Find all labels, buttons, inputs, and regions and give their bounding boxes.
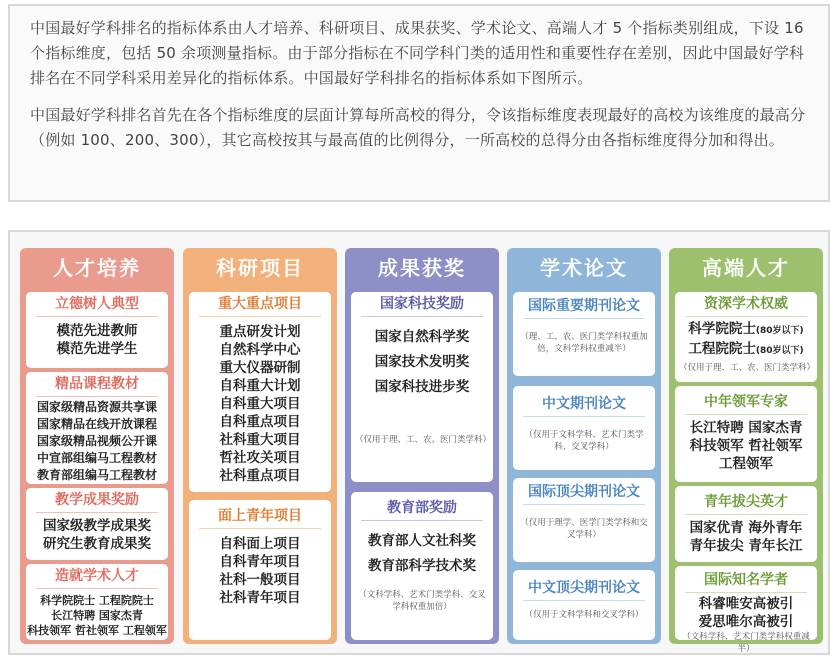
divider [523, 504, 645, 505]
card-teaching-awards [26, 488, 168, 560]
list-item: 爱思唯尔高被引 [698, 614, 794, 630]
list-item: 科睿唯安高被引 [698, 596, 794, 612]
age-limit: (80岁以下) [755, 326, 804, 336]
card-note: （仅用于理、工、农、医门类学科） [679, 363, 816, 373]
list-item [675, 320, 817, 340]
list-item: 哲社攻关项目 [219, 450, 301, 466]
column-research-projects [183, 248, 337, 644]
card-title: 中年领军专家 [675, 390, 817, 414]
column-top-talents [669, 248, 823, 654]
list-item: 国家优青 海外青年 [689, 520, 803, 536]
card-quality-courses [26, 372, 168, 484]
list-item: 重大仪器研制 [219, 360, 301, 376]
list-item: 长江特聘 国家杰青 [51, 609, 143, 622]
list-item: 教育部人文社科奖 [368, 533, 476, 549]
intro-text-box [8, 4, 830, 202]
card-note: （仅用于文科学科和交叉学科） [524, 610, 644, 620]
list-item: 国家精品在线开放课程 [36, 417, 157, 431]
card-title: 国际知名学者 [675, 568, 817, 592]
card-title: 教育部奖励 [351, 496, 493, 520]
list-item: 工程领军 [719, 456, 773, 472]
list-item: 国家技术发明奖 [374, 354, 470, 370]
list-item: 社科重大项目 [219, 432, 301, 448]
card-national-sci-awards [351, 292, 493, 482]
column-title: 成果获奖 [378, 256, 466, 280]
list-item: 教育部组编马工程教材 [36, 468, 157, 482]
card-title: 教学成果奖励 [26, 488, 168, 512]
list-item: 科学院院士 工程院院士 [40, 594, 154, 607]
card-intl-top-journals [513, 478, 655, 562]
list-item: 中宣部组编马工程教材 [36, 451, 157, 465]
card-title: 重大重点项目 [189, 292, 331, 316]
card-chinese-journals [513, 386, 655, 470]
column-title: 高端人才 [702, 256, 790, 280]
column-title: 人才培养 [53, 256, 141, 280]
list-item: 科技领军 哲社领军 [689, 438, 803, 454]
card-note: （理、工、农、医门类学科权重加倍，文科学科权重减半） [520, 332, 648, 354]
column-academic-papers [507, 248, 661, 644]
card-midcareer-leaders [675, 386, 817, 482]
list-item: 国家自然科学奖 [374, 329, 470, 345]
column-achievement-awards [345, 248, 499, 644]
list-item: 社科重点项目 [219, 468, 301, 484]
card-general-youth-projects [189, 500, 331, 640]
column-talent-training [20, 248, 174, 644]
card-note: （仅用于理、工、农、医门类学科） [355, 435, 492, 445]
card-title: 国家科技奖励 [351, 292, 493, 316]
intro-paragraph-2: 中国最好学科排名首先在各个指标维度的层面计算每所高校的得分，令该指标维度表现最好的高校为该维度的最高分（例如 100、200、300），其它高校按其与最高值的比例得分，一所高校的总得分由各指标维度得分加和得出。 [30, 106, 806, 149]
list-item: 自科重点项目 [219, 414, 301, 430]
list-item: 教育部科学技术奖 [368, 558, 476, 574]
card-major-projects [189, 292, 331, 492]
card-title: 中文顶尖期刊论文 [513, 576, 655, 600]
list-item: 青年拔尖 青年长江 [689, 538, 803, 554]
card-note: （文科学科、艺术门类学科、交叉学科权重加倍） [358, 590, 486, 612]
list-item: 自科重大计划 [219, 378, 301, 394]
card-chinese-top-journals [513, 570, 655, 640]
card-senior-authorities [675, 292, 817, 382]
list-item: 国家科技进步奖 [374, 379, 470, 395]
card-title: 中文期刊论文 [513, 392, 655, 416]
list-item: 模范先进学生 [56, 341, 138, 357]
list-item: 国家级教学成果奖 [43, 518, 151, 534]
list-item: 科技领军 哲社领军 工程领军 [27, 624, 167, 637]
list-item: 社科一般项目 [219, 572, 301, 588]
list-item: 自科重大项目 [219, 396, 301, 412]
card-title: 国际重要期刊论文 [513, 294, 655, 318]
card-academic-talents [26, 564, 168, 640]
list-item: 长江特聘 国家杰青 [689, 420, 803, 436]
item-label: 工程院院士 [688, 341, 756, 357]
list-item: 自科面上项目 [219, 536, 301, 552]
card-moe-awards [351, 492, 493, 640]
card-title: 国际顶尖期刊论文 [513, 480, 655, 504]
age-limit: (80岁以下) [755, 346, 804, 356]
card-title: 精品课程教材 [26, 372, 168, 396]
item-label: 科学院院士 [688, 321, 756, 337]
card-note: （文科学科、艺术门类学科权重减半） [682, 632, 810, 654]
list-item [675, 340, 817, 360]
card-intl-scholars [675, 566, 817, 654]
card-note: （仅用于文科学科、艺术门类学科、交叉学科） [524, 430, 644, 452]
list-item: 研究生教育成果奖 [43, 536, 151, 552]
column-title: 学术论文 [540, 256, 628, 280]
card-title: 资深学术权威 [675, 292, 817, 316]
card-exemplary [26, 292, 168, 368]
list-item: 社科青年项目 [219, 590, 301, 606]
card-title: 立德树人典型 [26, 292, 168, 316]
divider [523, 318, 645, 319]
card-young-talents [675, 486, 817, 562]
indicator-system-diagram [8, 230, 830, 655]
divider [523, 600, 645, 601]
list-item: 国家级精品视频公开课 [36, 434, 157, 448]
card-title: 面上青年项目 [189, 504, 331, 528]
list-item: 国家级精品资源共享课 [36, 400, 157, 414]
list-item: 重点研发计划 [219, 324, 301, 340]
column-title: 科研项目 [216, 256, 304, 280]
list-item: 模范先进教师 [56, 323, 138, 339]
card-title: 造就学术人才 [26, 564, 168, 588]
list-item: 自然科学中心 [219, 342, 301, 358]
card-note: （仅用于理学、医学门类学科和交叉学科） [520, 518, 648, 540]
card-intl-important-journals [513, 292, 655, 376]
divider [523, 416, 645, 417]
card-title: 青年拔尖英才 [675, 490, 817, 514]
intro-paragraph-1: 中国最好学科排名的指标体系由人才培养、科研项目、成果获奖、学术论文、高端人才 5 个指标类别组成，下设 16 个指标维度，包括 50 余项测量指标。由于部分指标在不同学科门类的适用性和重要性存在差别，因此中国最好学科排名在不同学科采用差异化的指标体系。中国最好学科排名的指标体系如下图所示。 [30, 19, 805, 87]
list-item: 自科青年项目 [219, 554, 301, 570]
